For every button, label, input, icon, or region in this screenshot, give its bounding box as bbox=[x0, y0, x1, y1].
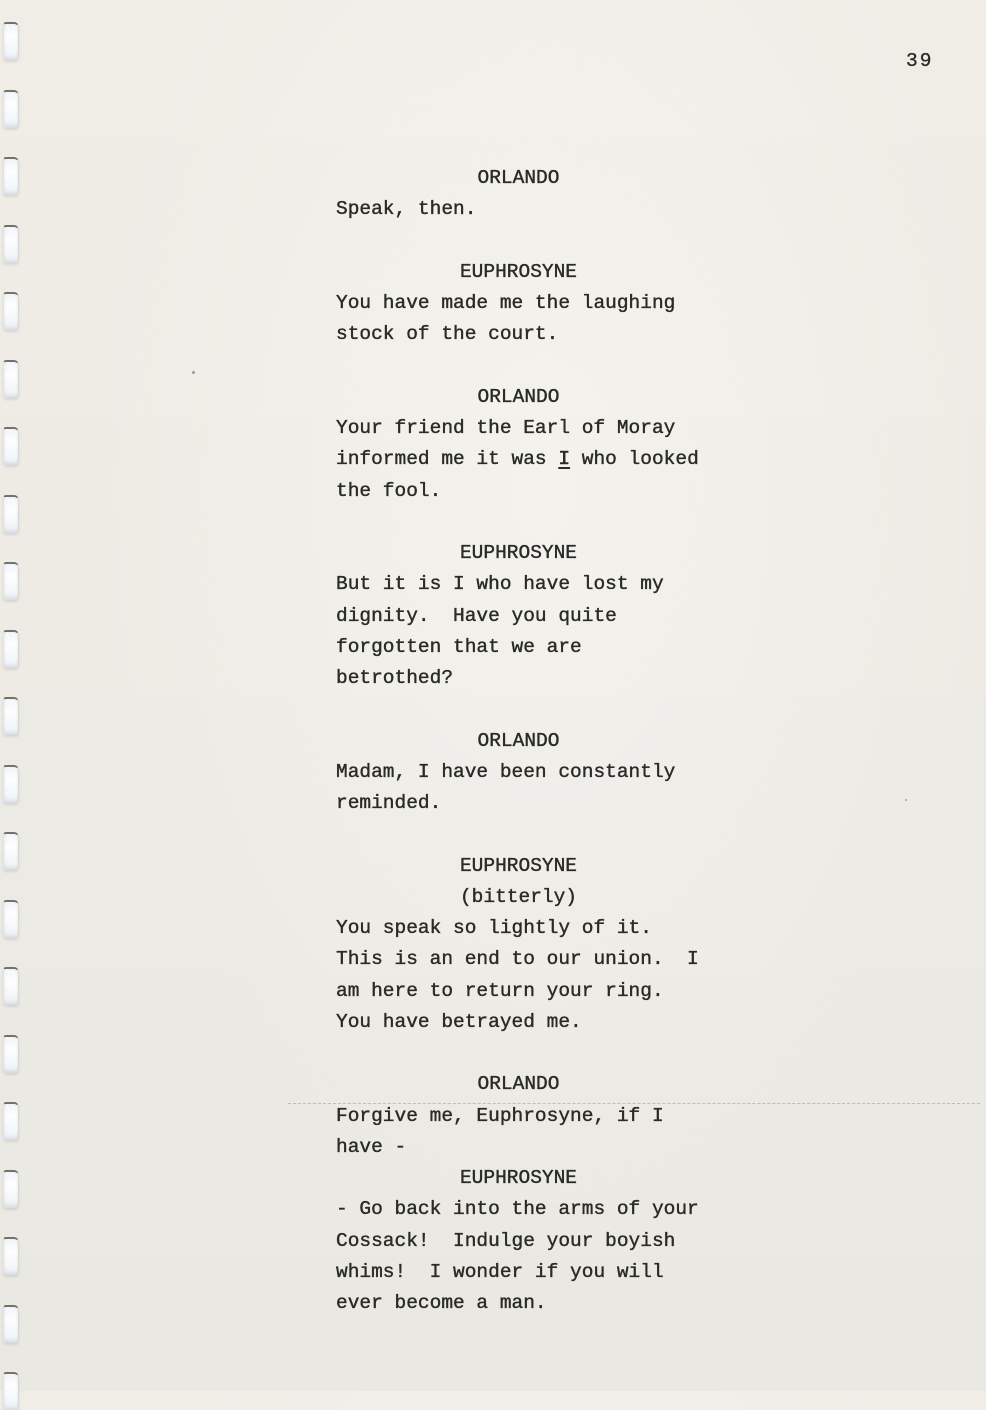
dialogue-block bbox=[336, 163, 701, 226]
page-number: 39 bbox=[906, 50, 934, 72]
dialogue-block bbox=[336, 257, 701, 351]
binding-hole bbox=[3, 22, 19, 60]
dialogue-line: Forgive me, Euphrosyne, if I bbox=[336, 1104, 664, 1127]
dialogue-line: Speak, then. bbox=[336, 198, 477, 221]
screenplay-text bbox=[336, 163, 701, 1319]
character-name: ORLANDO bbox=[477, 385, 560, 408]
dialogue-block bbox=[336, 851, 701, 1039]
dialogue-block bbox=[336, 1163, 701, 1319]
binding-hole bbox=[3, 427, 19, 465]
dialogue-line: Madam, I have been constantly bbox=[336, 760, 676, 783]
binding-hole bbox=[3, 360, 19, 398]
scan-artifact-line bbox=[288, 1103, 980, 1104]
dialogue-line: informed me it was I who looked bbox=[336, 448, 699, 471]
dialogue-line: But it is I who have lost my bbox=[336, 573, 664, 596]
binding-hole bbox=[3, 562, 19, 600]
binding-hole bbox=[3, 1102, 19, 1140]
binding-hole bbox=[3, 1035, 19, 1073]
dialogue-line: ever become a man. bbox=[336, 1292, 547, 1314]
character-name: EUPHROSYNE bbox=[459, 854, 578, 877]
dialogue-block bbox=[336, 1069, 701, 1163]
dialogue-block bbox=[336, 726, 701, 820]
binding-hole bbox=[3, 157, 19, 195]
dialogue-line: Your friend the Earl of Moray bbox=[336, 417, 676, 439]
character-name: EUPHROSYNE bbox=[459, 542, 578, 564]
dialogue-line: You speak so lightly of it. bbox=[336, 917, 652, 939]
binding-hole bbox=[3, 225, 19, 263]
dialogue-line: forgotten that we are bbox=[336, 635, 582, 658]
dialogue-block bbox=[336, 538, 701, 694]
dialogue-line: am here to return your ring. bbox=[336, 979, 664, 1002]
character-name: ORLANDO bbox=[477, 1073, 560, 1096]
dialogue-line: the fool. bbox=[336, 479, 442, 502]
binding-hole bbox=[3, 1372, 19, 1410]
character-name: ORLANDO bbox=[477, 729, 560, 752]
binding-hole bbox=[3, 90, 19, 128]
binding-hole bbox=[3, 1237, 19, 1275]
paper-speck bbox=[905, 799, 907, 801]
dialogue-line: reminded. bbox=[336, 792, 442, 814]
binding-hole bbox=[3, 1170, 19, 1208]
dialogue-line: have - bbox=[336, 1135, 407, 1158]
dialogue-line: Cossack! Indulge your boyish bbox=[336, 1229, 676, 1252]
binding-hole bbox=[3, 765, 19, 803]
parenthetical: (bitterly) bbox=[459, 885, 578, 908]
binding-hole bbox=[3, 1305, 19, 1343]
dialogue-line: betrothed? bbox=[336, 667, 454, 689]
dialogue-line: This is an end to our union. I bbox=[336, 948, 699, 971]
binding-hole bbox=[3, 292, 19, 330]
binding-hole bbox=[3, 697, 19, 735]
dialogue-line: dignity. Have you quite bbox=[336, 604, 617, 627]
character-name: EUPHROSYNE bbox=[459, 1167, 578, 1189]
dialogue-line: You have betrayed me. bbox=[336, 1010, 582, 1033]
binding-hole bbox=[3, 967, 19, 1005]
binding-hole bbox=[3, 832, 19, 870]
paper-speck bbox=[192, 371, 195, 374]
binding-hole bbox=[3, 900, 19, 938]
dialogue-line: You have made me the laughing bbox=[336, 292, 676, 314]
dialogue-line: - Go back into the arms of your bbox=[336, 1198, 699, 1221]
character-name: ORLANDO bbox=[477, 167, 560, 189]
binding-holes-strip bbox=[0, 0, 40, 1391]
dialogue-line: stock of the court. bbox=[336, 323, 559, 346]
dialogue-line: whims! I wonder if you will bbox=[336, 1260, 664, 1283]
binding-hole bbox=[3, 630, 19, 668]
dialogue-block bbox=[336, 382, 701, 507]
character-name: EUPHROSYNE bbox=[459, 260, 578, 283]
binding-hole bbox=[3, 495, 19, 533]
